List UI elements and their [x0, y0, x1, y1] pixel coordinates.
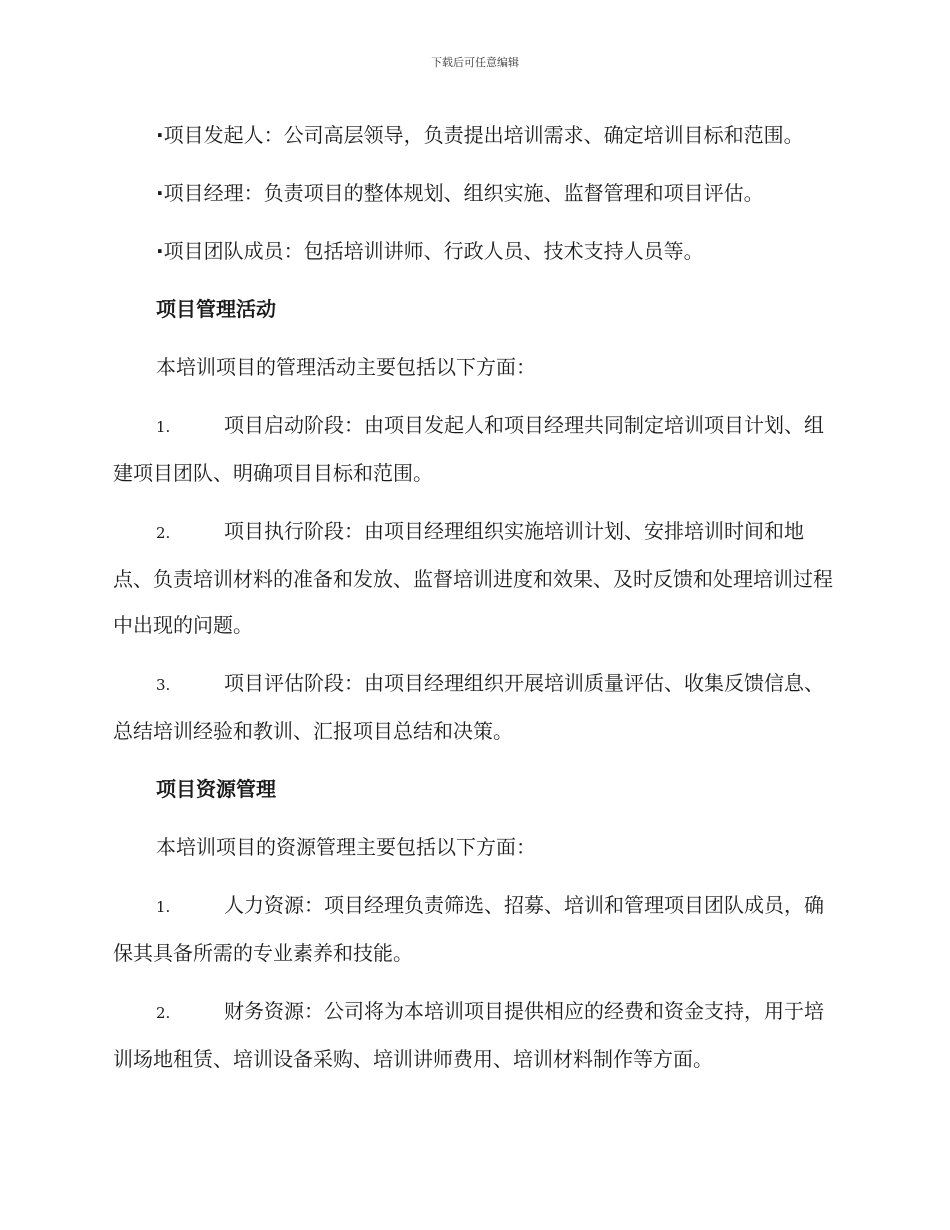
document-body: [113, 112, 837, 1094]
role-text: 项目发起人：公司高层领导，负责提出培训需求、确定培训目标和范围。: [163, 123, 804, 147]
resource-item: [113, 988, 837, 1082]
activity-text: 项目评估阶段：由项目经理组织开展培训质量评估、收集反馈信息、总结培训经验和教训、汇报项目总结和决策。: [113, 671, 824, 743]
list-number: 1.: [156, 898, 171, 916]
list-number: 2.: [156, 1004, 171, 1022]
role-item-team: [113, 228, 837, 274]
role-text: 项目团队成员：包括培训讲师、行政人员、技术支持人员等。: [163, 239, 704, 263]
bullet-mark: ·: [156, 239, 164, 263]
section-heading-resources: 项目资源管理: [156, 777, 276, 801]
activity-item: [113, 508, 837, 648]
role-item-sponsor: [113, 112, 837, 158]
list-number: 1.: [156, 418, 171, 436]
resource-text: 财务资源：公司将为本培训项目提供相应的经费和资金支持，用于培训场地租赁、培训设备采购、培训讲师费用、培训材料制作等方面。: [113, 999, 824, 1071]
role-text: 项目经理：负责项目的整体规划、组织实施、监督管理和项目评估。: [163, 181, 764, 205]
resource-text: 人力资源：项目经理负责筛选、招募、培训和管理项目团队成员，确保其具备所需的专业素养和技能。: [113, 893, 824, 965]
section-intro-activities: 本培训项目的管理活动主要包括以下方面：: [156, 355, 536, 379]
bullet-mark: ·: [156, 123, 164, 147]
activity-text: 项目执行阶段：由项目经理组织实施培训计划、安排培训时间和地点、负责培训材料的准备和发放、监督培训进度和效果、及时反馈和处理培训过程中出现的问题。: [113, 519, 833, 637]
bullet-mark: ·: [156, 181, 164, 205]
header-note: 下载后可任意编辑: [431, 56, 519, 69]
resource-item: [113, 882, 837, 976]
section-heading-activities: 项目管理活动: [156, 297, 276, 321]
list-number: 3.: [156, 676, 171, 694]
section-intro-resources: 本培训项目的资源管理主要包括以下方面：: [156, 835, 536, 859]
activity-item: [113, 402, 837, 496]
activity-item: [113, 660, 837, 754]
list-number: 2.: [156, 524, 171, 542]
role-item-manager: [113, 170, 837, 216]
activity-text: 项目启动阶段：由项目发起人和项目经理共同制定培训项目计划、组建项目团队、明确项目目标和范围。: [113, 413, 824, 485]
